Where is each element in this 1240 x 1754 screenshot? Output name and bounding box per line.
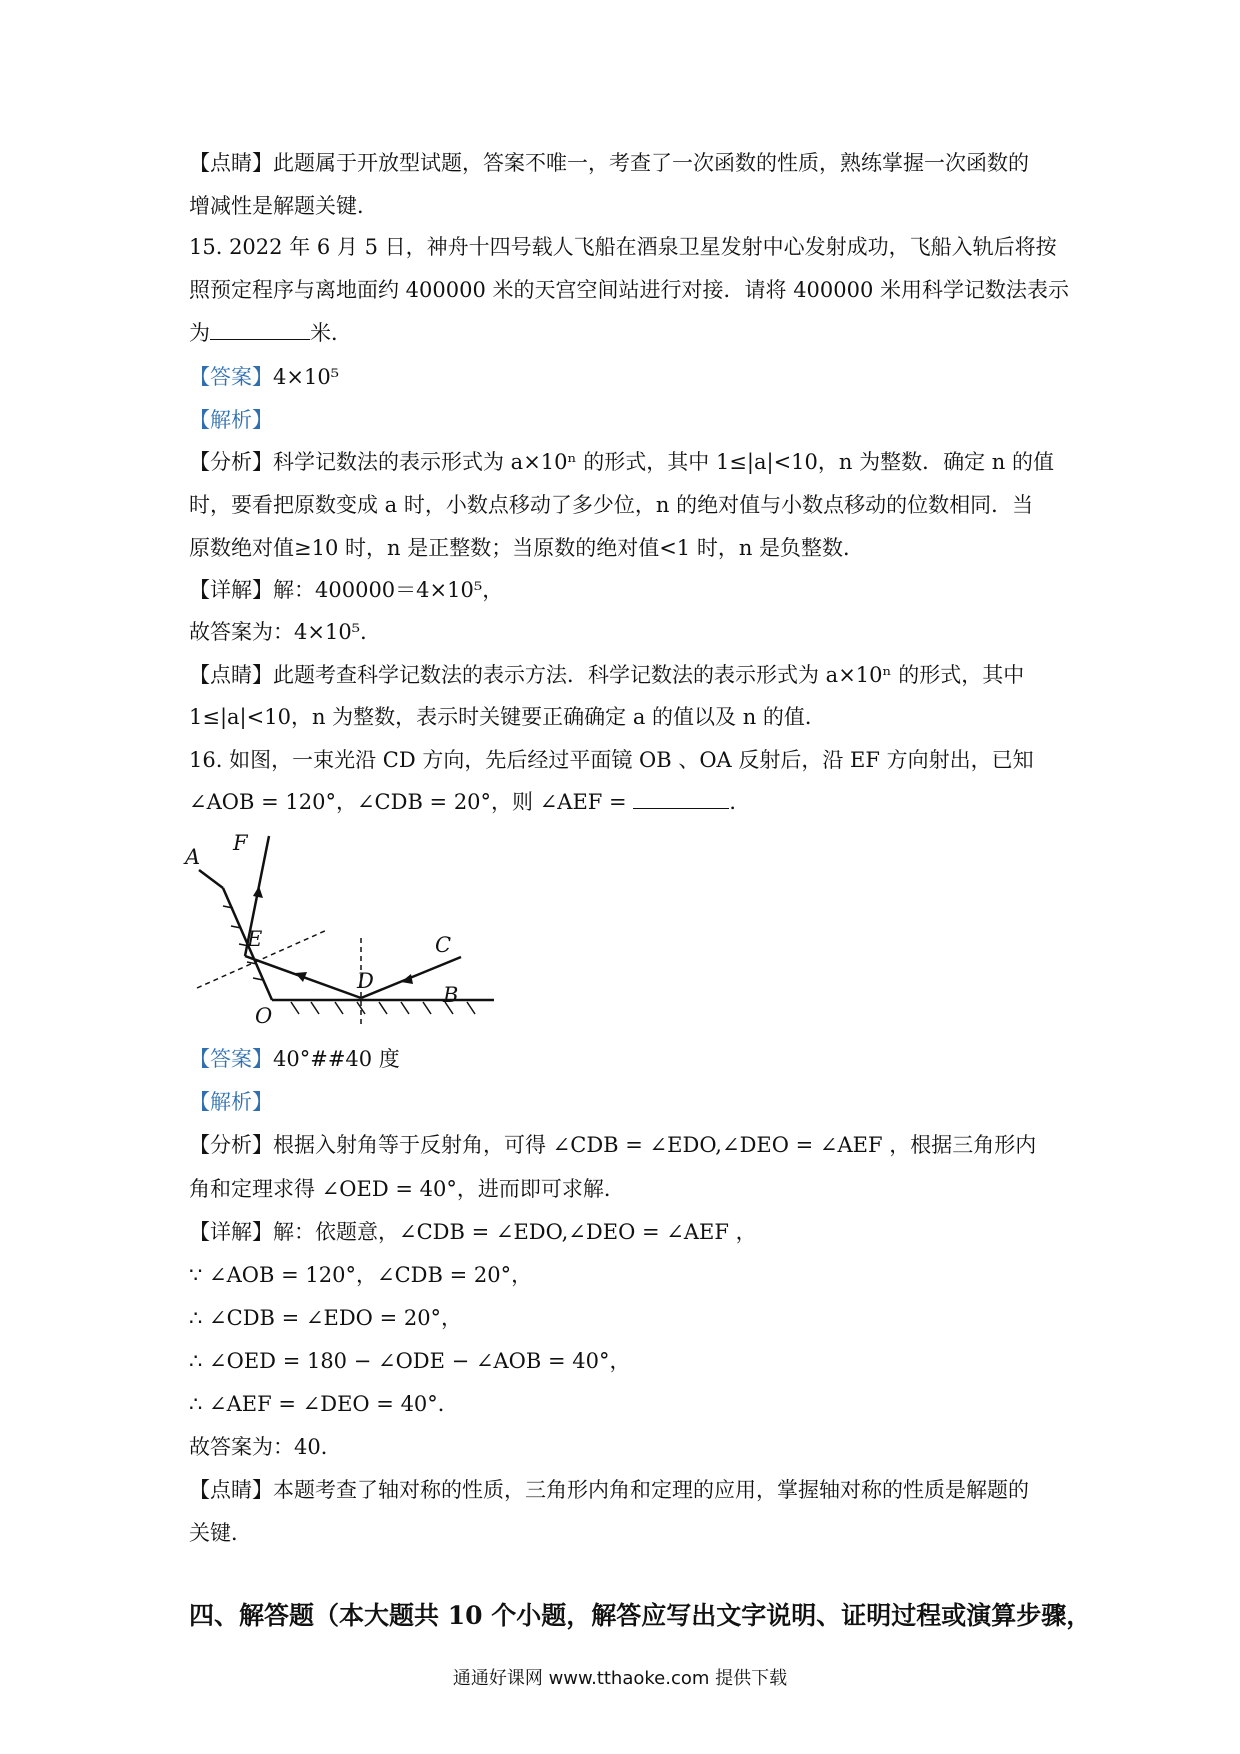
arrow-ef [253,886,263,898]
xiangjie-15-line1: 【详解】解：400000＝4×10⁵， [189,578,504,602]
answer-15 [189,362,339,392]
dianjing-16-line1: 【点睛】本题考查了轴对称的性质，三角形内角和定理的应用，掌握轴对称的性质是解题的 [189,1478,1029,1502]
answer-blank-16 [633,788,729,809]
arrow-cd [401,974,413,984]
section-heading: 四、解答题（本大题共 10 个小题，解答应写出文字说明、证明过程或演算步骤， [189,1601,1092,1630]
page-footer: 通通好课网 www.tthaoke.com 提供下载 [452,1668,788,1689]
xiangjie-16-line3: ∴ ∠CDB = ∠EDO = 20°， [189,1306,463,1330]
fenxi-15-line1: 【分析】科学记数法的表示形式为 a×10ⁿ 的形式，其中 1≤|a|<10，n 为整数．确定 n 的值 [189,450,1054,474]
answer-blank-15 [210,319,310,340]
label-c: C [435,933,452,957]
label-b: B [443,983,459,1007]
question-15-line3 [189,318,352,348]
xiangjie-15-line2: 故答案为：4×10⁵． [189,620,382,644]
question-15-line2: 照预定程序与离地面约 400000 米的天宫空间站进行对接．请将 400000 米用科学记数法表示 [189,278,1070,302]
fenxi-15-line3: 原数绝对值≥10 时，n 是正整数；当原数的绝对值<1 时，n 是负整数． [189,536,865,560]
label-f: F [233,831,248,855]
answer-tag: 【答案】 [189,1047,273,1071]
question-15-suffix: 米． [310,321,352,345]
answer-value: 4×10⁵ [273,365,340,389]
jiexi-tag-15: 【解析】 [189,408,273,432]
xiangjie-16-line4: ∴ ∠OED = 180 − ∠ODE − ∠AOB = 40°， [189,1349,631,1373]
label-o: O [255,1004,273,1028]
dianjing-15-line2: 1≤|a|<10，n 为整数，表示时关键要正确确定 a 的值以及 n 的值． [189,705,826,729]
fenxi-15-line2: 时，要看把原数变成 a 时，小数点移动了多少位，n 的绝对值与小数点移动的位数相同．当 [189,493,1034,517]
fenxi-16-line1: 【分析】根据入射角等于反射角，可得 ∠CDB = ∠EDO,∠DEO = ∠AEF ，根据三角形内 [189,1133,1037,1157]
answer-tag: 【答案】 [189,365,273,389]
xiangjie-16-line6: 故答案为：40． [189,1435,342,1459]
question-16-suffix: ． [729,790,751,814]
label-d: D [357,969,374,993]
mirror-oa-upper [199,870,223,888]
label-e: E [247,927,263,951]
dianjing-15-line1: 【点睛】此题考查科学记数法的表示方法．科学记数法的表示形式为 a×10ⁿ 的形式，其中 [189,663,1025,687]
question-16-line2 [189,787,750,817]
question-16-prefix: ∠AOB = 120°，∠CDB = 20°，则 ∠AEF = [189,790,627,814]
dianjing-14-line1: 【点睛】此题属于开放型试题，答案不唯一，考查了一次函数的性质，熟练掌握一次函数的 [189,151,1029,175]
fenxi-16-line2: 角和定理求得 ∠OED = 40°，进而即可求解． [189,1177,625,1201]
answer-16 [189,1044,400,1074]
question-16-line1: 16. 如图，一束光沿 CD 方向，先后经过平面镜 OB 、OA 反射后，沿 EF 方向射出，已知 [189,748,1034,772]
xiangjie-16-line5: ∴ ∠AEF = ∠DEO = 40°． [189,1392,459,1416]
reflection-diagram [185,828,519,1028]
dianjing-14-line2: 增减性是解题关键． [189,194,378,218]
label-a: A [185,845,201,869]
question-15-prefix: 为 [189,321,210,345]
xiangjie-16-line2: ∵ ∠AOB = 120°，∠CDB = 20°， [189,1263,533,1287]
jiexi-tag-16: 【解析】 [189,1090,273,1114]
xiangjie-16-line1: 【详解】解：依题意，∠CDB = ∠EDO,∠DEO = ∠AEF ， [189,1220,757,1244]
question-15-line1: 15. 2022 年 6 月 5 日，神舟十四号载人飞船在酒泉卫星发射中心发射成功，飞船入轨后将按 [189,235,1057,259]
answer-value: 40°##40 度 [273,1047,400,1071]
dianjing-16-line2: 关键． [189,1521,252,1545]
